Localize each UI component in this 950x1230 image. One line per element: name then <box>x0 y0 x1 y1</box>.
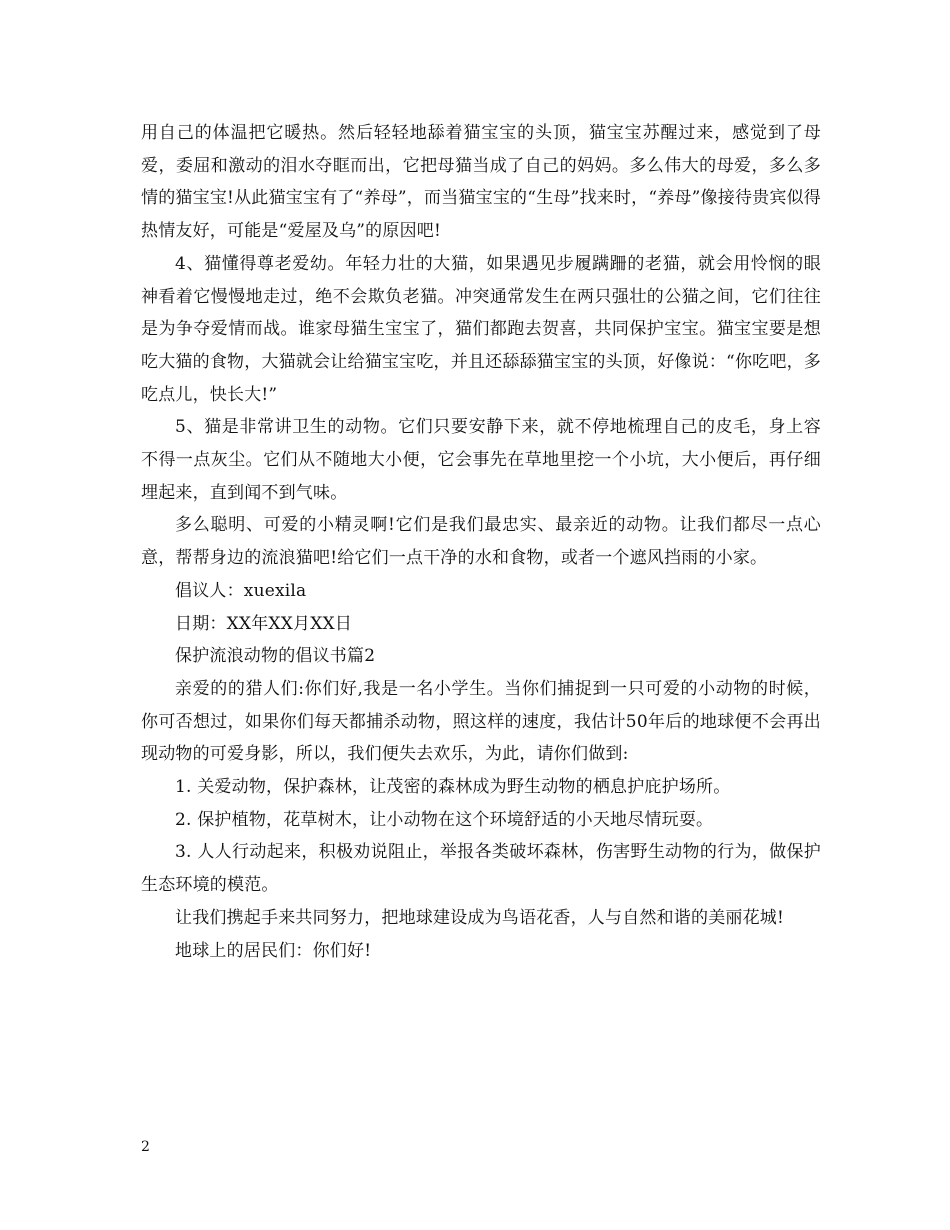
paragraph-greeting: 亲爱的的猎人们:你们好,我是一名小学生。当你们捕捉到一只可爱的小动物的时候，你可否想过，如果你们每天都捕杀动物，照这样的速度，我估计50年后的地球便不会再出现动物的可爱身影，所以，我们便失去欢乐，为此，请你们做到: <box>141 678 821 765</box>
date-line: 日期：XX年XX月XX日 <box>175 613 353 634</box>
paragraph-point-4: 4、猫懂得尊老爱幼。年轻力壮的大猫，如果遇见步履蹒跚的老猫，就会用怜悯的眼神看着它慢慢地走过，绝不会欺负老猫。冲突通常发生在两只强壮的公猫之间，它们往往是为争夺爱情而战。谁家母猫生宝宝了，猫们都跑去贺喜，共同保护宝宝。猫宝宝要是想吃大猫的食物，大猫就会让给猫宝宝吃，并且还舔舔猫宝宝的头顶，好像说：“你吃吧，多吃点儿，快长大!” <box>141 253 821 405</box>
section-title: 保护流浪动物的倡议书篇2 <box>175 646 376 667</box>
page-number: 2 <box>141 1139 150 1155</box>
paragraph-appeal: 多么聪明、可爱的小精灵啊!它们是我们最忠实、最亲近的动物。让我们都尽一点心意，帮帮身边的流浪猫吧!给它们一点干净的水和食物，或者一个遮风挡雨的小家。 <box>141 515 821 569</box>
proposer-line: 倡议人：xuexila <box>175 580 307 601</box>
document-body <box>141 117 821 967</box>
paragraph-closing: 让我们携起手来共同努力，把地球建设成为鸟语花香，人与自然和谐的美丽花城! <box>175 907 785 928</box>
list-item-3: 3. 人人行动起来，积极劝说阻止，举报各类破坏森林，伤害野生动物的行为，做保护生态环境的模范。 <box>141 842 821 896</box>
paragraph-point-5: 5、猫是非常讲卫生的动物。它们只要安静下来，就不停地梳理自己的皮毛，身上容不得一点灰尘。它们从不随地大小便，它会事先在草地里挖一个小坑，大小便后，再仔细埋起来，直到闻不到气味。 <box>141 417 821 503</box>
paragraph-salutation: 地球上的居民们：你们好! <box>175 940 372 961</box>
list-item-2: 2. 保护植物，花草树木，让小动物在这个环境舒适的小天地尽情玩耍。 <box>175 809 714 830</box>
list-item-1: 1. 关爱动物，保护森林，让茂密的森林成为野生动物的栖息护庇护场所。 <box>175 777 731 798</box>
paragraph-continuation: 用自己的体温把它暖热。然后轻轻地舔着猫宝宝的头顶，猫宝宝苏醒过来，感觉到了母爱，委屈和激动的泪水夺眶而出，它把母猫当成了自己的妈妈。多么伟大的母爱，多么多情的猫宝宝!从此猫宝宝有了“养母”，而当猫宝宝的“生母”找来时，“养母”像接待贵宾似得热情友好，可能是“爱屋及乌”的原因吧! <box>141 123 821 242</box>
